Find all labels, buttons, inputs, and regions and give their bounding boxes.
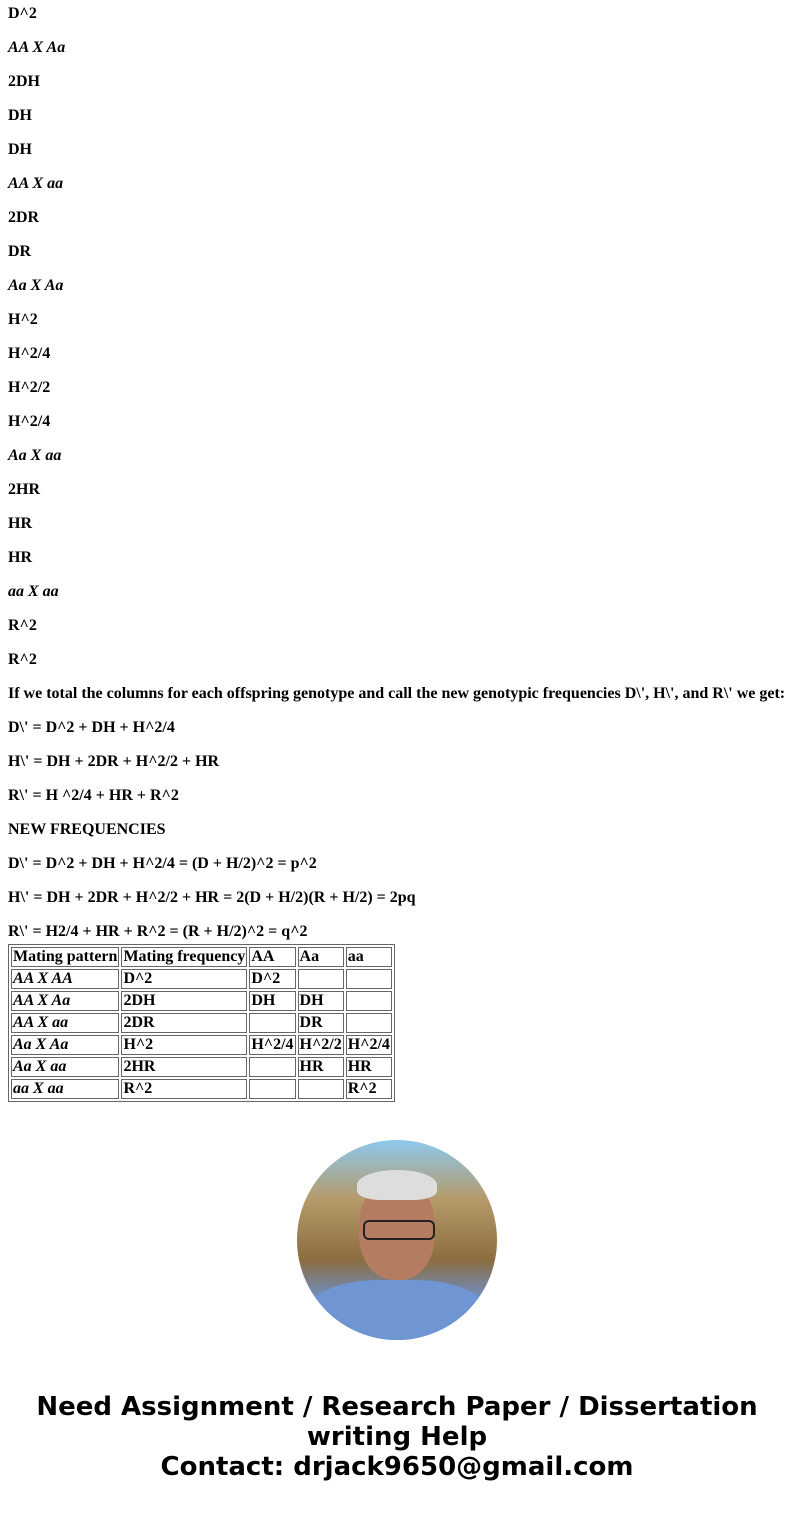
text-line: H\' = DH + 2DR + H^2/2 + HR = 2(D + H/2)(R + H/2) = 2pq	[8, 889, 416, 906]
column-header: Mating frequency	[123, 948, 246, 965]
table-cell: aa X aa	[11, 1079, 119, 1099]
text-line: H^2/4	[8, 345, 51, 362]
text-line: H^2/4	[8, 413, 51, 430]
table-row	[11, 1035, 392, 1055]
table-cell: AA X AA	[11, 969, 119, 989]
table-row	[11, 1079, 392, 1099]
table-cell: DH	[249, 991, 295, 1011]
text-line: D^2	[8, 5, 37, 22]
text-line: H^2/2	[8, 379, 51, 396]
table-cell: Aa X Aa	[11, 1035, 119, 1055]
table-cell: D^2	[121, 969, 247, 989]
author-avatar	[297, 1140, 497, 1340]
table-cell	[298, 1079, 344, 1099]
table-row	[11, 1057, 392, 1077]
table-row	[11, 1013, 392, 1033]
text-line: H\' = DH + 2DR + H^2/2 + HR	[8, 753, 220, 770]
table-cell: 2DH	[121, 991, 247, 1011]
table-cell: H^2/2	[299, 1036, 342, 1053]
table-cell: AA X Aa	[11, 991, 119, 1011]
table-cell	[346, 969, 392, 989]
table-cell	[249, 1057, 295, 1077]
mating-table	[8, 944, 395, 1102]
contact-footer	[8, 1392, 786, 1482]
text-line: HR	[8, 549, 32, 566]
text-line: NEW FREQUENCIES	[8, 821, 166, 838]
text-line: D\' = D^2 + DH + H^2/4	[8, 719, 175, 736]
table-cell: H^2/4	[347, 1036, 390, 1053]
text-line: R\' = H2/4 + HR + R^2 = (R + H/2)^2 = q^2	[8, 923, 308, 940]
text-line: H^2	[8, 311, 38, 328]
table-cell: Aa X aa	[11, 1057, 119, 1077]
text-line: 2HR	[8, 481, 40, 498]
text-line: R^2	[8, 617, 37, 634]
table-cell: H^2/4	[251, 1036, 294, 1053]
table-cell	[298, 969, 344, 989]
column-header: aa	[346, 947, 392, 967]
text-line: aa X aa	[8, 583, 59, 600]
text-line: HR	[8, 515, 32, 532]
table-cell: 2DR	[121, 1013, 247, 1033]
text-lines	[8, 0, 786, 952]
footer-line-1: Need Assignment / Research Paper / Dissertation writing Help	[36, 1392, 758, 1452]
column-header: Aa	[298, 947, 344, 967]
column-header: Mating pattern	[13, 948, 118, 965]
table-header-row	[11, 947, 392, 967]
table-cell: DR	[298, 1013, 344, 1033]
table-cell	[346, 1013, 392, 1033]
text-line: 2DR	[8, 209, 40, 226]
text-line: R\' = H ^2/4 + HR + R^2	[8, 787, 179, 804]
text-line: AA X Aa	[8, 39, 66, 56]
text-line: Aa X Aa	[8, 277, 64, 294]
table-cell: 2HR	[121, 1057, 247, 1077]
table-cell: HR	[298, 1057, 344, 1077]
column-header: AA	[249, 947, 295, 967]
table-cell: AA X aa	[11, 1013, 119, 1033]
table-cell: H^2	[121, 1035, 247, 1055]
table-cell: D^2	[249, 969, 295, 989]
table-row	[11, 991, 392, 1011]
table-row	[11, 969, 392, 989]
text-line: R^2	[8, 651, 37, 668]
table-cell: DH	[298, 991, 344, 1011]
table-cell: R^2	[121, 1079, 247, 1099]
text-line: 2DH	[8, 73, 40, 90]
text-line: DH	[8, 141, 32, 158]
text-line: AA X aa	[8, 175, 64, 192]
table-cell: R^2	[346, 1079, 392, 1099]
text-line: Aa X aa	[8, 447, 62, 464]
table-cell	[346, 991, 392, 1011]
text-line: DR	[8, 243, 32, 260]
table-cell	[249, 1013, 295, 1033]
footer-email: Contact: drjack9650@gmail.com	[160, 1452, 634, 1482]
table-cell: HR	[346, 1057, 392, 1077]
text-line: DH	[8, 107, 32, 124]
table-cell	[249, 1079, 295, 1099]
text-line: D\' = D^2 + DH + H^2/4 = (D + H/2)^2 = p^2	[8, 855, 317, 872]
text-line: If we total the columns for each offspring genotype and call the new genotypic frequencies D\', H\', and R\' we get:	[8, 685, 786, 702]
